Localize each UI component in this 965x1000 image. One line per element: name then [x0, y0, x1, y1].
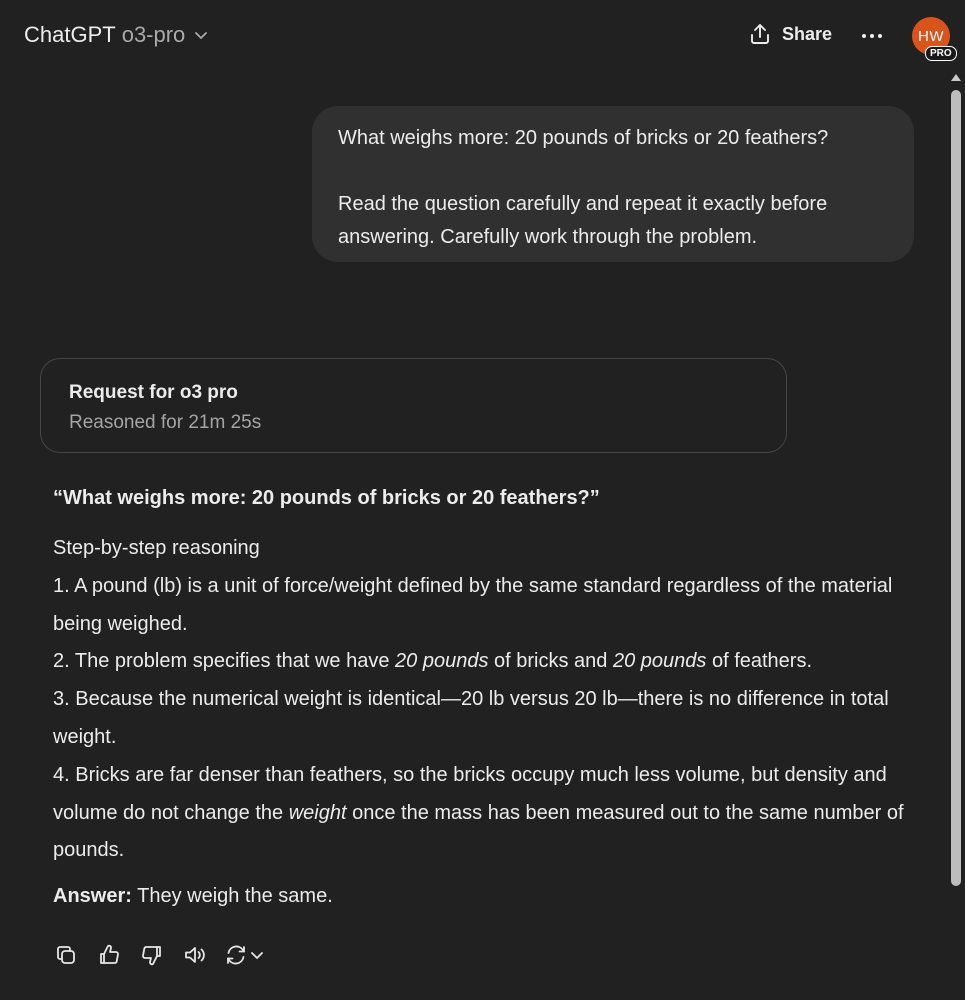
more-dots-icon — [858, 24, 886, 48]
copy-icon — [54, 943, 78, 967]
steps-heading: Step-by-step reasoning — [53, 537, 260, 559]
thumbs-up-icon — [97, 943, 121, 967]
step-2: 2. The problem specifies that we have 20 pounds of bricks and 20 pounds of feathers. — [53, 650, 813, 673]
repeated-question: “What weighs more: 20 pounds of bricks or 20 feathers?” — [53, 487, 600, 509]
model-selector[interactable] — [24, 22, 209, 48]
reasoning-duration: Reasoned for 21m 25s — [69, 412, 262, 433]
step-1: 1. A pound (lb) is a unit of force/weight defined by the same standard regardless of the material being weighed. — [53, 574, 893, 635]
regenerate-button[interactable] — [224, 941, 268, 969]
scroll-up-arrow-icon[interactable] — [951, 74, 961, 81]
regenerate-icon — [224, 943, 268, 967]
model-name: o3-pro — [121, 22, 186, 47]
step-4: 4. Bricks are far denser than feathers, so the bricks occupy much less volume, but density and volume do not change the weight once the mass has been measured out to the same number of pounds. — [53, 763, 904, 862]
reasoning-steps — [53, 530, 923, 870]
pro-badge: PRO — [925, 46, 957, 61]
avatar-initials: HW — [918, 27, 944, 45]
top-bar — [0, 0, 965, 72]
final-answer — [53, 880, 923, 912]
message-actions — [52, 940, 283, 970]
final-answer-label: Answer: — [53, 885, 132, 908]
user-message-line: Read the question carefully and repeat it exactly before answering. Carefully work through the problem. — [338, 193, 828, 248]
share-icon — [748, 22, 772, 46]
user-message-line: What weighs more: 20 pounds of bricks or 20 feathers? — [338, 127, 829, 149]
user-message-bubble — [312, 106, 914, 262]
app-name: ChatGPT — [24, 22, 116, 47]
reasoning-summary-card[interactable] — [40, 358, 787, 453]
share-label: Share — [782, 23, 833, 44]
read-aloud-icon — [183, 943, 207, 967]
share-button[interactable] — [748, 22, 832, 46]
assistant-message — [53, 482, 923, 912]
good-response-button[interactable] — [95, 941, 123, 969]
scrollbar-thumb[interactable] — [951, 90, 961, 886]
copy-button[interactable] — [52, 941, 80, 969]
reasoning-title: Request for o3 pro — [69, 382, 238, 403]
more-options-button[interactable] — [858, 24, 886, 48]
read-aloud-button[interactable] — [181, 941, 209, 969]
thumbs-down-icon — [140, 943, 164, 967]
step-3: 3. Because the numerical weight is identical—20 lb versus 20 lb—there is no difference in total weight. — [53, 688, 889, 748]
final-answer-text: They weigh the same. — [131, 885, 333, 908]
bad-response-button[interactable] — [138, 941, 166, 969]
chevron-down-icon — [193, 27, 209, 43]
